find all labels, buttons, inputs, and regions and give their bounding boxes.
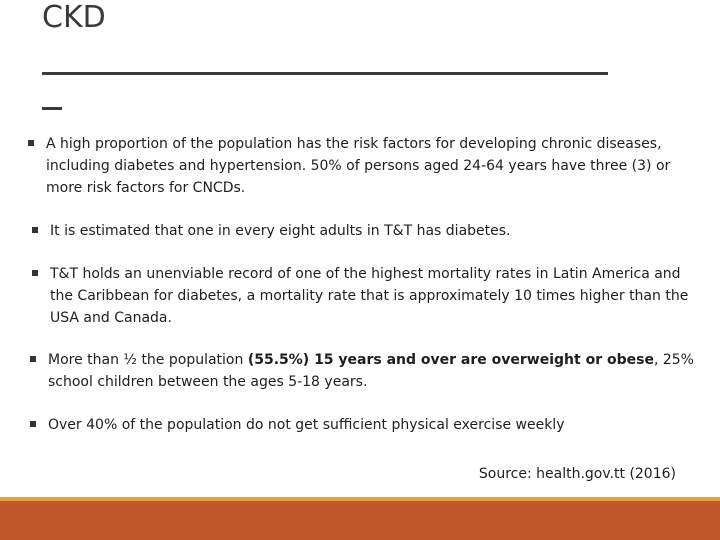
source-citation: Source: health.gov.tt (2016) <box>478 466 676 482</box>
bullet-text: T&T holds an unenviable record of one of the highest mortality rates in Latin America and the Caribbean for diabetes, a mortality rate that is approximately 10 times higher than the USA and Canada. <box>50 266 689 326</box>
slide-title: CKD <box>42 0 106 35</box>
square-bullet-icon <box>30 421 36 427</box>
bullet-text-bold: (55.5%) 15 years and over are overweight or obese <box>247 352 654 368</box>
title-underline <box>42 72 608 75</box>
bullet-text: A high proportion of the population has the risk factors for developing chronic diseases, including diabetes and hypertension. 50% of persons aged 24-64 years have three (3) or more risk factors for CNCDs. <box>46 136 671 196</box>
footer-band <box>0 501 720 540</box>
bullet-item-exercise <box>48 414 708 436</box>
title-underline-short <box>42 107 62 110</box>
square-bullet-icon <box>32 270 38 276</box>
bullet-text-prefix: More than ½ the population <box>48 352 248 368</box>
bullet-item-diabetes-prevalence <box>50 220 710 242</box>
bullet-text: Over 40% of the population do not get sufficient physical exercise weekly <box>48 417 565 433</box>
bullet-item-risk-factors <box>46 133 706 199</box>
square-bullet-icon <box>30 356 36 362</box>
bullet-item-mortality <box>50 263 690 329</box>
square-bullet-icon <box>32 227 38 233</box>
bullet-text: It is estimated that one in every eight adults in T&T has diabetes. <box>50 223 511 239</box>
bullet-item-overweight <box>48 349 708 393</box>
bullet-text-suffix: , 25% school children between the ages 5-18 years. <box>48 352 694 390</box>
square-bullet-icon <box>28 140 34 146</box>
